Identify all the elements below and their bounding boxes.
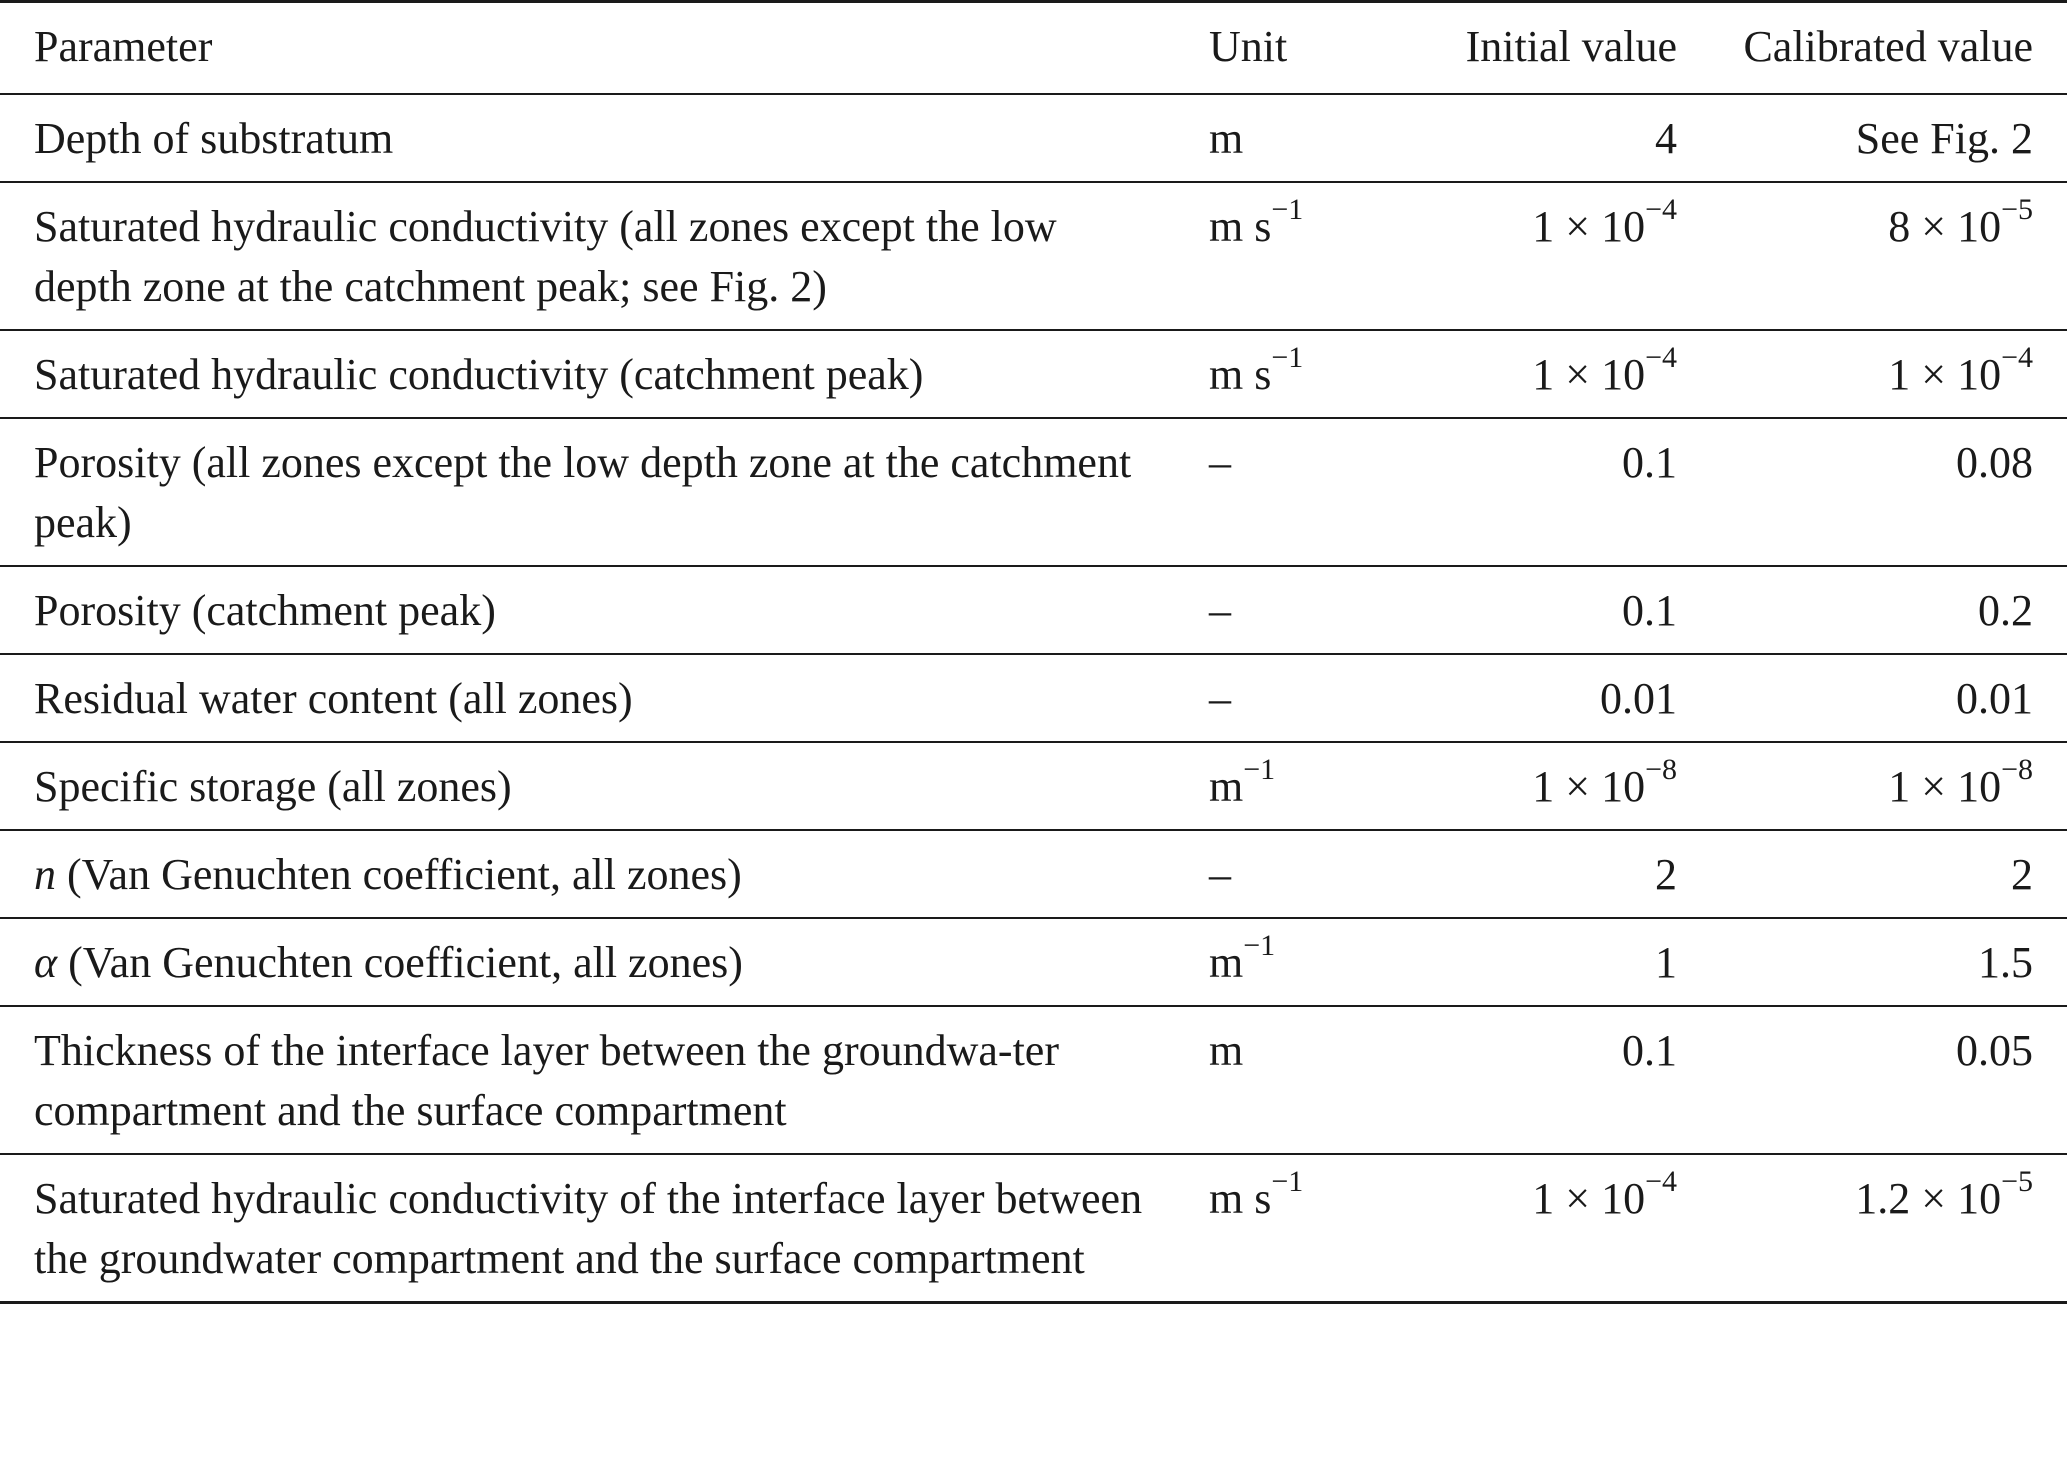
header-unit: Unit	[1209, 22, 1288, 71]
param-name: Saturated hydraulic conductivity (all zones except the low depth zone at the catchment peak; see Fig. 2)	[34, 201, 1057, 311]
unit-value: –	[1209, 437, 1231, 487]
param-symbol: n	[34, 849, 56, 899]
param-name: Specific storage (all zones)	[34, 761, 512, 811]
initial-value: 1	[1655, 937, 1677, 987]
initial-value: 4	[1655, 113, 1677, 163]
param-name: Porosity (all zones except the low depth zone at the catchment peak)	[34, 437, 1132, 547]
header-initial-value: Initial value	[1465, 22, 1677, 71]
calibrated-value: 0.01	[1956, 673, 2033, 723]
unit-value: m s	[1209, 201, 1272, 251]
unit-value: m	[1209, 113, 1244, 163]
table-row	[0, 1006, 2067, 1154]
calibrated-value: 0.05	[1956, 1025, 2033, 1075]
unit-value: m s	[1209, 1173, 1272, 1223]
calibrated-value: 8 × 10	[1888, 201, 2002, 251]
unit-value: m	[1209, 761, 1244, 811]
calibrated-value: 0.08	[1956, 437, 2033, 487]
calibrated-value: 2	[2011, 849, 2033, 899]
calibrated-exponent: −5	[2001, 1164, 2033, 1198]
initial-value: 1 × 10	[1532, 1173, 1646, 1223]
param-name: Saturated hydraulic conductivity (catchment peak)	[34, 349, 924, 399]
initial-exponent: −4	[1645, 192, 1677, 226]
table-row	[0, 1154, 2067, 1303]
calibrated-exponent: −4	[2001, 340, 2033, 374]
header-calibrated-value: Calibrated value	[1743, 22, 2033, 71]
calibrated-exponent: −8	[2001, 752, 2033, 786]
header-row	[0, 2, 2067, 94]
calibrated-value: See Fig. 2	[1855, 113, 2033, 163]
initial-exponent: −8	[1645, 752, 1677, 786]
initial-value: 0.1	[1622, 1025, 1677, 1075]
table-row	[0, 742, 2067, 830]
unit-exponent: −1	[1271, 1164, 1304, 1198]
unit-value: –	[1209, 849, 1231, 899]
table-body	[0, 94, 2067, 1303]
header-parameter: Parameter	[34, 22, 213, 71]
initial-value: 1 × 10	[1532, 761, 1646, 811]
calibrated-value: 1 × 10	[1888, 761, 2002, 811]
unit-value: –	[1209, 673, 1231, 723]
table-row	[0, 654, 2067, 742]
unit-exponent: −1	[1243, 752, 1276, 786]
calibrated-value: 1.2 × 10	[1855, 1173, 2002, 1223]
table-row	[0, 330, 2067, 418]
calibrated-exponent: −5	[2001, 192, 2033, 226]
table-header	[0, 2, 2067, 94]
initial-exponent: −4	[1645, 340, 1677, 374]
table-row	[0, 418, 2067, 566]
calibrated-value: 1 × 10	[1888, 349, 2002, 399]
table-row	[0, 830, 2067, 918]
param-name: Thickness of the interface layer between the groundwa-ter compartment and the surface compartment	[34, 1025, 1059, 1135]
table-row	[0, 182, 2067, 330]
unit-value: m s	[1209, 349, 1272, 399]
param-name: Residual water content (all zones)	[34, 673, 633, 723]
param-name: (Van Genuchten coefficient, all zones)	[56, 849, 742, 899]
initial-value: 0.01	[1600, 673, 1677, 723]
initial-value: 1 × 10	[1532, 349, 1646, 399]
param-name: (Van Genuchten coefficient, all zones)	[57, 937, 743, 987]
unit-value: –	[1209, 585, 1231, 635]
initial-value: 2	[1655, 849, 1677, 899]
initial-value: 0.1	[1622, 437, 1677, 487]
param-name: Depth of substratum	[34, 113, 394, 163]
table-row	[0, 94, 2067, 182]
initial-exponent: −4	[1645, 1164, 1677, 1198]
param-name: Porosity (catchment peak)	[34, 585, 496, 635]
calibrated-value: 0.2	[1978, 585, 2033, 635]
unit-exponent: −1	[1243, 928, 1276, 962]
table-row	[0, 918, 2067, 1006]
calibrated-value: 1.5	[1978, 937, 2033, 987]
unit-exponent: −1	[1271, 192, 1304, 226]
unit-value: m	[1209, 937, 1244, 987]
unit-value: m	[1209, 1025, 1244, 1075]
param-name: Saturated hydraulic conductivity of the interface layer between the groundwater compartment and the surface compartment	[34, 1173, 1143, 1283]
param-symbol: α	[34, 937, 58, 987]
unit-exponent: −1	[1271, 340, 1304, 374]
initial-value: 0.1	[1622, 585, 1677, 635]
table-row	[0, 566, 2067, 654]
initial-value: 1 × 10	[1532, 201, 1646, 251]
